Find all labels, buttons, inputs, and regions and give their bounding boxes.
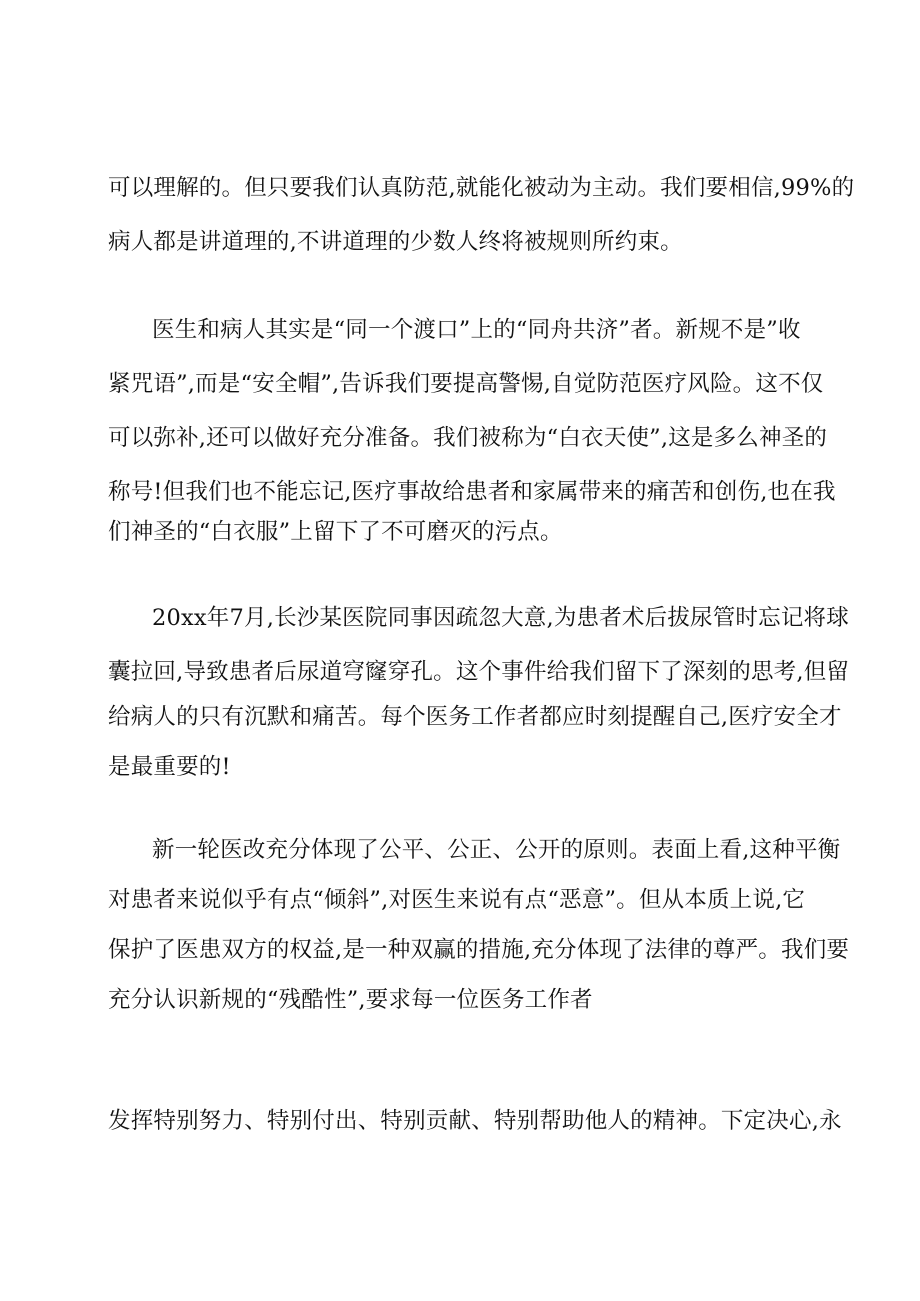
- text-line: 保护了医患双方的权益,是一种双赢的措施,充分体现了法律的尊严。我们要: [108, 937, 850, 963]
- text-line: 可以理解的。但只要我们认真防范,就能化被动为主动。我们要相信,99%的: [108, 175, 855, 201]
- text-line: 新一轮医改充分体现了公平、公正、公开的原则。表面上看,这种平衡: [152, 837, 841, 863]
- text-line: 们神圣的“白衣服”上留下了不可磨灭的污点。: [108, 519, 563, 545]
- text-line: 发挥特别努力、特别付出、特别贡献、特别帮助他人的精神。下定决心,永: [108, 1108, 842, 1134]
- text-line: 病人都是讲道理的,不讲道理的少数人终将被规则所约束。: [108, 229, 683, 255]
- text-line: 医生和病人其实是“同一个渡口”上的“同舟共济”者。新规不是”收: [152, 317, 801, 343]
- text-line: 囊拉回,导致患者后尿道穹窿穿孔。这个事件给我们留下了深刻的思考,但留: [108, 659, 850, 685]
- text-line: 充分认识新规的“残酷性”,要求每一位医务工作者: [108, 987, 593, 1013]
- text-line: 紧咒语”,而是“安全帽”,告诉我们要提高警惕,自觉防范医疗风险。这不仅: [108, 371, 824, 397]
- text-line: 是最重要的!: [108, 754, 231, 780]
- text-line: 对患者来说似乎有点“倾斜”,对医生来说有点“恶意”。但从本质上说,它: [108, 887, 806, 913]
- text-line: 可以弥补,还可以做好充分准备。我们被称为“白衣天使”,这是多么神圣的: [108, 425, 828, 451]
- text-line: 20xx年7月,长沙某医院同事因疏忽大意,为患者术后拔尿管时忘记将球: [152, 605, 849, 631]
- text-line: 称号!但我们也不能忘记,医疗事故给患者和家属带来的痛苦和创伤,也在我: [108, 479, 836, 505]
- text-line: 给病人的只有沉默和痛苦。每个医务工作者都应时刻提醒自己,医疗安全才: [108, 704, 842, 730]
